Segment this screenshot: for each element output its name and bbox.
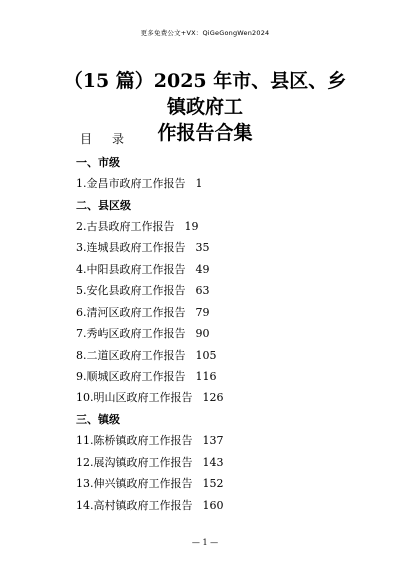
- toc-entry-label: 13.伸兴镇政府工作报告: [76, 477, 193, 490]
- toc-entry[interactable]: [76, 239, 210, 255]
- toc-entry-label: 3.连城县政府工作报告: [76, 241, 186, 254]
- toc-entry[interactable]: [76, 347, 217, 363]
- toc-entry[interactable]: [76, 282, 210, 298]
- section-heading-town: 三、镇级: [76, 413, 120, 426]
- toc-entry[interactable]: [76, 175, 203, 191]
- toc-entry[interactable]: [76, 304, 210, 320]
- page-number-footer: — 1 —: [191, 538, 219, 547]
- toc-entry-page: 90: [195, 327, 210, 340]
- header-note: 更多免费公文+VX：QiGeGongWen2024: [140, 29, 270, 37]
- toc-entry-label: 6.清河区政府工作报告: [76, 306, 186, 319]
- toc-entry-page: 160: [202, 499, 224, 512]
- toc-entry[interactable]: [76, 261, 210, 277]
- toc-entry-label: 9.顺城区政府工作报告: [76, 370, 186, 383]
- toc-entry-label: 2.古县政府工作报告: [76, 220, 175, 233]
- title-line-1: （15 篇）2025 年市、县区、乡镇政府工: [63, 70, 347, 118]
- toc-entry-label: 4.中阳县政府工作报告: [76, 263, 186, 276]
- toc-entry-page: 116: [195, 370, 217, 383]
- toc-entry-label: 1.金昌市政府工作报告: [76, 177, 186, 190]
- toc-entry-label: 14.高村镇政府工作报告: [76, 499, 193, 512]
- toc-entry[interactable]: [76, 368, 217, 384]
- toc-entry-page: 79: [195, 306, 210, 319]
- toc-entry[interactable]: [76, 218, 199, 234]
- section-heading-county: 二、县区级: [76, 199, 131, 212]
- toc-heading: 目 录: [80, 132, 129, 146]
- toc-entry-label: 11.陈桥镇政府工作报告: [76, 434, 193, 447]
- toc-entry-page: 152: [202, 477, 224, 490]
- toc-entry-page: 19: [184, 220, 199, 233]
- toc-entry-page: 49: [195, 263, 210, 276]
- toc-entry-page: 143: [202, 456, 224, 469]
- toc-entry-label: 12.展沟镇政府工作报告: [76, 456, 193, 469]
- toc-entry-page: 105: [195, 349, 217, 362]
- toc-entry[interactable]: [76, 325, 210, 341]
- toc-entry-page: 137: [202, 434, 224, 447]
- toc-entry-label: 7.秀屿区政府工作报告: [76, 327, 186, 340]
- toc-entry[interactable]: [76, 497, 224, 513]
- toc-entry[interactable]: [76, 389, 224, 405]
- toc-entry-page: 35: [195, 241, 210, 254]
- section-heading-city: 一、市级: [76, 156, 120, 169]
- toc-entry[interactable]: [76, 475, 224, 491]
- toc-entry-label: 5.安化县政府工作报告: [76, 284, 186, 297]
- toc-entry-label: 8.二道区政府工作报告: [76, 349, 186, 362]
- toc-entry-page: 126: [202, 391, 224, 404]
- toc-entry[interactable]: [76, 432, 224, 448]
- title-line-2: 作报告合集: [157, 122, 253, 144]
- toc-entry-label: 10.明山区政府工作报告: [76, 391, 193, 404]
- toc-entry-page: 1: [195, 177, 203, 190]
- toc-entry-page: 63: [195, 284, 210, 297]
- toc-entry[interactable]: [76, 454, 224, 470]
